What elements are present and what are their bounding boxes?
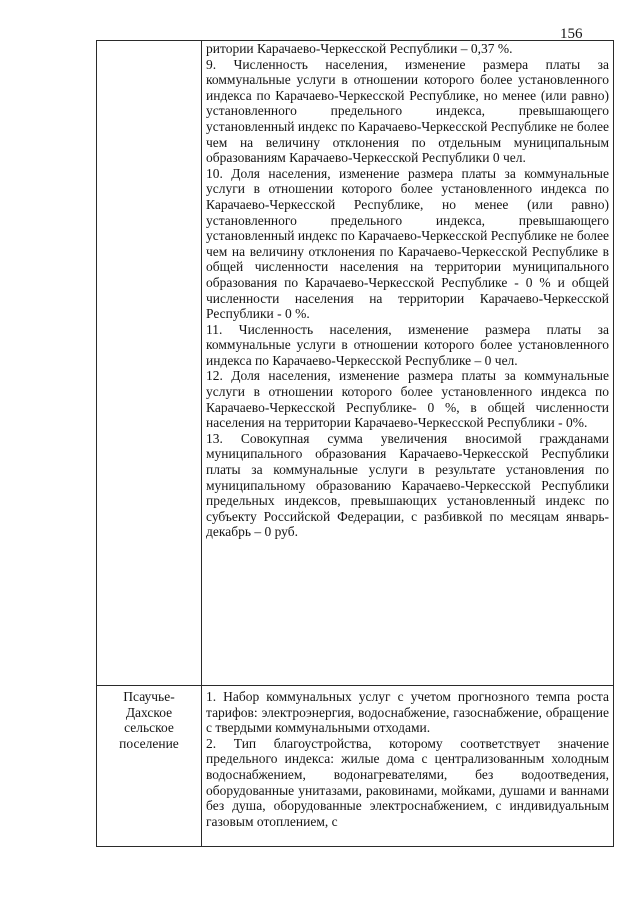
indicator-paragraph: 9. Численность населения, изменение размера платы за коммунальные услуги в отношении которого более установленного индекса по Карачаево-Черкесской Республике, но менее (или равно) установленного предельного индекса, превышающего установленный индекс по Карачаево-Черкесской Республике не более чем на величину отклонения по отдельным муниципальным образованиям Карачаево-Черкесской Республики 0 чел. xyxy=(206,56,609,166)
page-number: 156 xyxy=(560,26,583,42)
municipality-name: Псаучье- Дахское сельское поселение xyxy=(119,689,179,751)
indicator-paragraph: 11. Численность населения, изменение размера платы за коммунальные услуги в отношении которого более установленного индекса по Карачаево-Черкесской Республике – 0 чел. xyxy=(206,321,609,368)
indicator-paragraph: 10. Доля населения, изменение размера платы за коммунальные услуги в отношении которого более установленного индекса по Карачаево-Черкесской Республике, но менее (или равно) установленного предельного индекса, превышающего установленный индекс по Карачаево-Черкесской Республике не более чем на величину отклонения по Карачаево-Черкесской Республике в общей численности населения на территории муниципального образования по Карачаево-Черкесской Республике - 0 % и общей численности населения на территории Карачаево-Черкесской Республики - 0 %. xyxy=(206,165,609,322)
table-row xyxy=(97,686,614,847)
indicator-paragraph: 2. Тип благоустройства, которому соответствует значение предельного индекса: жилые дома с централизованным холодным водоснабжением, водонагревателями, без водоотведения, оборудованные унитазами, раковинами, мойками, душами и ваннами без душа, оборудованные электроснабжением, с индивидуальным газовым отоплением, с xyxy=(206,735,609,829)
indicator-paragraph: 1. Набор коммунальных услуг с учетом прогнозного темпа роста тарифов: электроэнергия, водоснабжение, газоснабжение, обращение с твердыми коммунальными отходами. xyxy=(206,689,609,736)
indicators-cell xyxy=(202,686,614,847)
municipality-name xyxy=(97,41,201,44)
indicator-paragraph: ритории Карачаево-Черкесской Республики – 0,37 %. xyxy=(206,41,513,56)
municipality-cell xyxy=(97,41,202,686)
indicator-paragraph: 12. Доля населения, изменение размера платы за коммунальные услуги в отношении которого более установленного индекса по Карачаево-Черкесской Республике- 0 %, в общей численности населения на территории Карачаево-Черкесской Республики - 0%. xyxy=(206,368,609,431)
document-table xyxy=(96,40,614,847)
table-row xyxy=(97,41,614,686)
municipality-cell xyxy=(97,686,202,847)
indicators-cell xyxy=(202,41,614,686)
indicator-paragraph: 13. Совокупная сумма увеличения вносимой гражданами муниципального образования Карачаево-Черкесской Республики платы за коммунальные услуги в результате установления по муниципальному образованию Карачаево-Черкесской Республики предельных индексов, превышающих установленный индекс по субъекту Российской Федерации, с разбивкой по месяцам январь-декабрь – 0 руб. xyxy=(206,430,609,540)
